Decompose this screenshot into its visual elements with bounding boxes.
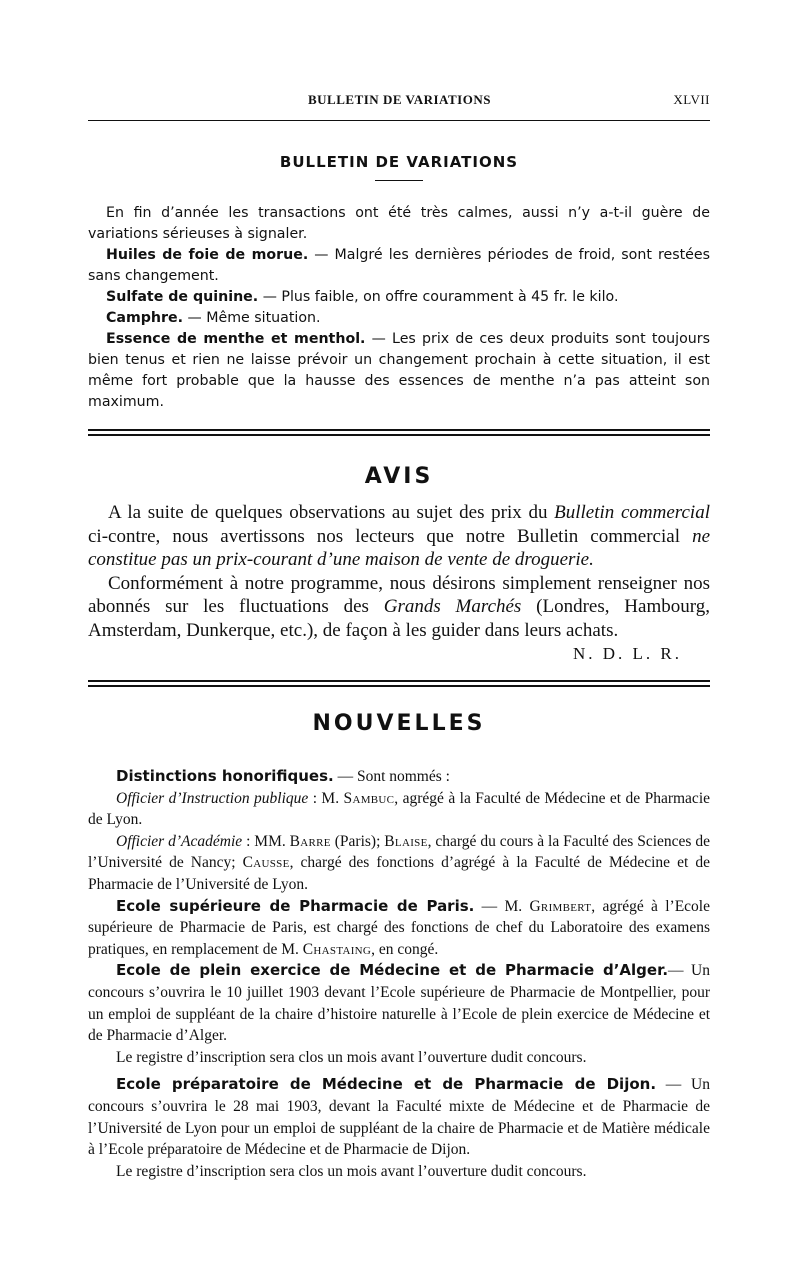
item-text: — Malgré les dernières périodes de froid, sont restées sans changement.	[88, 247, 710, 284]
document-page	[88, 92, 710, 1182]
avis-italic: ne constitue pas un prix-courant d’une maison de vente de droguerie.	[88, 525, 710, 570]
text: , agrégé à l’Ecole supérieure de Pharmacie de Paris, est chargé des fonctions de chef du Laboratoire des examens pratiques, en remplacement de M.	[88, 897, 710, 958]
text: : M.	[308, 789, 344, 807]
person-name: Chastaing	[302, 940, 372, 958]
bulletin-title-rule	[375, 180, 423, 181]
avis-text: A la suite de quelques observations au sujet des prix du	[108, 502, 555, 523]
avis-title: AVIS	[364, 464, 434, 489]
text: , chargé des fonctions d’agrégé à la Faculté de Médecine et de Pharmacie de l’Université de Lyon.	[88, 854, 710, 893]
bulletin-item	[88, 287, 710, 308]
item-text: — Plus faible, on offre couramment à 45 fr. le kilo.	[258, 289, 619, 305]
dijon-heading: Ecole préparatoire de Médecine et de Pharmacie de Dijon.	[116, 1075, 657, 1094]
person-name: Sambuc	[343, 789, 395, 807]
running-head-title: BULLETIN DE VARIATIONS	[308, 92, 491, 107]
avis-text: Conformément à notre programme, nous désirons simplement renseigner nos abonnés sur les fluctuations des	[88, 572, 710, 617]
alger-heading: Ecole de plein exercice de Médecine et de Pharmacie d’Alger.	[116, 961, 669, 980]
text: , agrégé à la Faculté de Médecine et de Pharmacie de Lyon.	[88, 789, 711, 829]
avis-text: (Londres, Hambourg, Amsterdam, Dunkerque, etc.), de façon à les guider dans leurs achats.	[88, 596, 710, 641]
bulletin-item	[88, 329, 710, 413]
avis-text: ci-contre, nous avertissons nos lecteurs que notre Bulletin commercial	[88, 525, 693, 547]
text: : MM.	[242, 832, 290, 850]
bulletin-body	[88, 203, 710, 413]
bulletin-item	[88, 308, 710, 329]
nouvelles-title: NOUVELLES	[312, 711, 486, 736]
alger-registre: Le registre d’inscription sera clos un mois avant l’ouverture dudit concours.	[116, 1048, 587, 1066]
page-number: XLVII	[673, 92, 710, 107]
bulletin-title: BULLETIN DE VARIATIONS	[279, 153, 519, 171]
alger-text: — Un concours s’ouvrira le 10 juillet 1903 devant l’Ecole supérieure de Pharmacie de Montpellier, pour un emploi de suppléant de la chaire d’histoire naturelle à l’Ecole de plein exercice de Médecine et de Pharmacie d’Alger.	[88, 962, 710, 1045]
section-divider	[88, 429, 710, 436]
dijon-registre: Le registre d’inscription sera clos un mois avant l’ouverture dudit concours.	[116, 1162, 587, 1180]
item-text: — Les prix de ces deux produits sont toujours bien tenus et rien ne laisse prévoir un changement prochain à cette situation, il est même fort probable que la hausse des essences de menthe n’a pas atteint son maximum.	[88, 331, 710, 410]
header-rule	[88, 120, 710, 121]
text: , en congé.	[371, 940, 439, 958]
item-name: Camphre.	[106, 310, 184, 326]
nouvelles-body	[88, 766, 710, 1182]
person-name: Grimbert	[529, 897, 592, 915]
person-name: Barre	[289, 832, 331, 850]
alger-paragraph	[88, 960, 710, 1046]
avis-body	[88, 501, 710, 642]
avis-signature: N. D. L. R.	[572, 644, 682, 663]
officier-ac-paragraph	[88, 831, 710, 896]
officier-ip-paragraph	[88, 788, 710, 831]
item-name: Sulfate de quinine.	[106, 289, 259, 305]
dijon-paragraph	[88, 1074, 710, 1160]
avis-paragraph	[88, 572, 710, 643]
distinctions-heading: Distinctions honorifiques.	[116, 767, 334, 785]
paris-paragraph	[88, 896, 710, 961]
dijon-text: — Un concours s’ouvrira le 28 mai 1903, devant la Faculté mixte de Médecine et de Pharmacie de l’Université de Lyon pour un emploi de suppléant de la chaire de Pharmacie et de Matière médicale à l’Ecole préparatoire de Médecine et de Pharmacie de Dijon.	[88, 1076, 710, 1159]
running-head	[88, 92, 710, 108]
officier-ip-label: Officier d’Instruction publique	[116, 789, 309, 807]
avis-italic: Grands Marchés	[383, 596, 522, 617]
distinctions-text: — Sont nommés :	[333, 768, 450, 785]
text: , chargé du cours à la Faculté des Sciences de l’Université de Nancy;	[88, 832, 710, 872]
text: (Paris);	[330, 832, 385, 850]
bulletin-intro: En fin d’année les transactions ont été très calmes, aussi n’y a-t-il guère de variations sérieuses à signaler.	[88, 205, 710, 242]
paris-heading: Ecole supérieure de Pharmacie de Paris.	[116, 896, 475, 915]
item-name: Huiles de foie de morue.	[106, 247, 309, 263]
item-name: Essence de menthe et menthol.	[106, 331, 366, 347]
person-name: Blaise	[384, 832, 428, 850]
distinctions-paragraph	[88, 766, 710, 788]
item-text: — Même situation.	[183, 310, 321, 326]
section-divider	[88, 680, 710, 687]
officier-ac-label: Officier d’Académie	[116, 832, 243, 850]
avis-italic: Bulletin commercial	[554, 502, 710, 523]
bulletin-item	[88, 245, 710, 287]
text: — M.	[474, 897, 530, 915]
avis-paragraph	[88, 501, 710, 572]
person-name: Causse	[242, 854, 290, 872]
